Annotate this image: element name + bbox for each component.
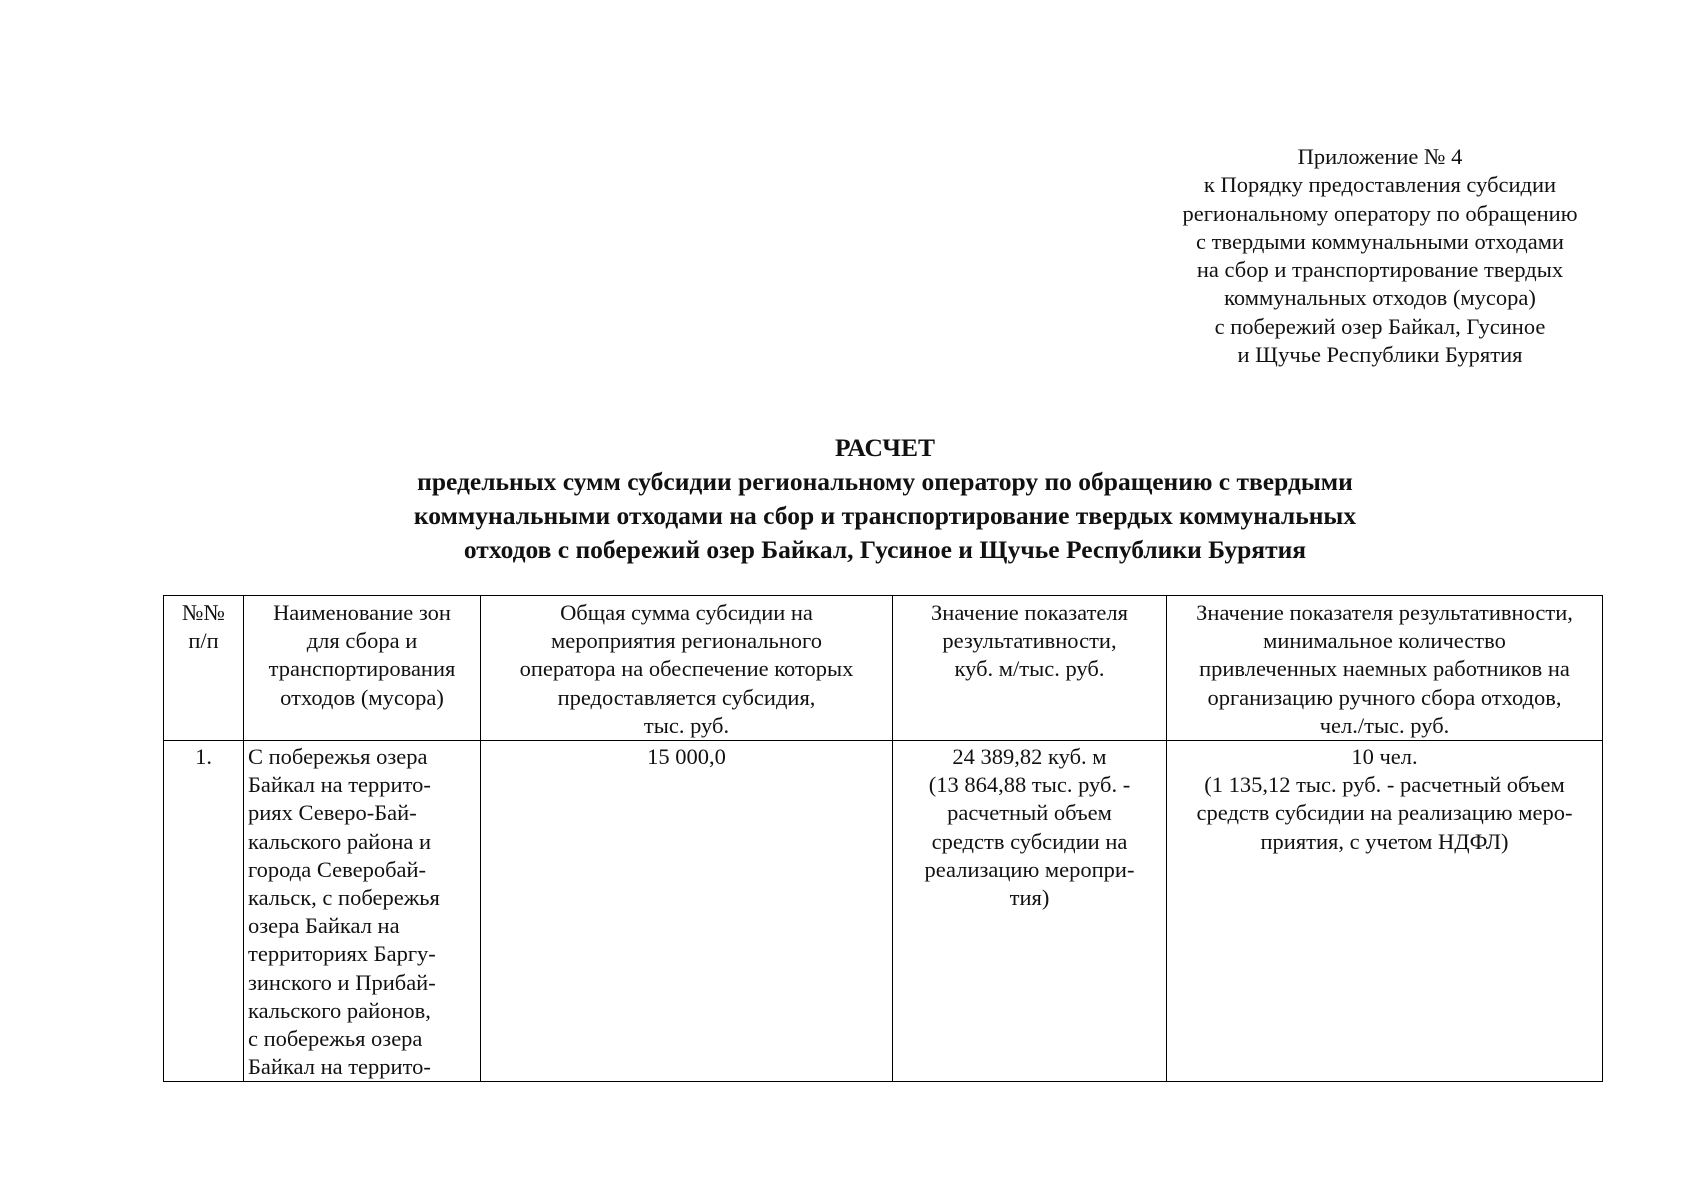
cell-line: кальск, с побережья [248, 885, 440, 911]
header-line: Наименование зон [273, 600, 451, 625]
cell-zone-name [244, 741, 481, 1082]
cell-line: расчетный объем [947, 800, 1112, 826]
cell-line: средств субсидии на реализацию меро- [1196, 800, 1573, 826]
cell-line: С побережья озера [248, 744, 428, 770]
header-line: мероприятия регионального [551, 628, 822, 654]
header-number [164, 596, 244, 741]
appendix-line: на сбор и транспортирование твердых [1196, 257, 1564, 283]
appendix-note [1120, 143, 1640, 369]
cell-line: территориях Баргу- [248, 941, 436, 967]
header-line: п/п [188, 628, 219, 654]
cell-line: города Северобай- [248, 856, 427, 882]
header-line: результативности, [942, 628, 1117, 654]
cell-line: 15 000,0 [647, 744, 726, 770]
appendix-line: Приложение № 4 [1297, 144, 1463, 169]
title-line: отходов с побережий озер Байкал, Гусиное и Щучье Республики Бурятия [463, 535, 1307, 564]
cell-total-subsidy [481, 741, 893, 1082]
cell-line: зинского и Прибай- [248, 969, 436, 995]
calculation-table [163, 595, 1603, 1082]
appendix-line: коммунальных отходов (мусора) [1224, 285, 1536, 311]
cell-line: 24 389,82 куб. м [952, 744, 1107, 770]
header-line: минимальное количество [1263, 628, 1506, 654]
appendix-line: с побережий озер Байкал, Гусиное [1214, 313, 1546, 339]
cell-line: 1. [195, 744, 212, 770]
appendix-line: и Щучье Республики Бурятия [1237, 342, 1523, 368]
cell-line: Байкал на террито- [248, 1054, 431, 1080]
title-heading: РАСЧЕТ [835, 433, 935, 462]
header-total-subsidy [481, 596, 893, 741]
header-line: Значение показателя [931, 600, 1128, 625]
title-line: предельных сумм субсидии региональному оператору по обращению с твердыми [417, 467, 1353, 496]
cell-line: (13 864,88 тыс. руб. - [928, 772, 1131, 798]
cell-line: тия) [1009, 885, 1050, 911]
cell-workers-indicator [1167, 741, 1603, 1082]
header-line: привлеченных наемных работников на [1199, 656, 1570, 682]
header-line: чел./тыс. руб. [1319, 712, 1450, 738]
appendix-line: региональному оператору по обращению [1182, 200, 1578, 226]
header-zone-name [244, 596, 481, 741]
header-line: для сбора и [306, 628, 418, 654]
cell-line: реализацию меропри- [924, 856, 1135, 882]
header-workers-indicator [1167, 596, 1603, 741]
table-row [164, 741, 1603, 1082]
cell-line: риях Северо-Бай- [248, 800, 417, 826]
header-line: транспортирования [268, 656, 456, 682]
cell-line: Байкал на террито- [248, 772, 431, 798]
appendix-line: с твердыми коммунальными отходами [1196, 228, 1564, 254]
cell-line: кальского районов, [248, 997, 431, 1023]
table-header-row [164, 596, 1603, 741]
cell-volume-indicator [893, 741, 1167, 1082]
cell-line: озера Байкал на [248, 913, 400, 939]
cell-line: с побережья озера [248, 1026, 423, 1052]
header-line: Общая сумма субсидии на [560, 600, 813, 625]
header-line: Значение показателя результативности, [1196, 600, 1573, 625]
header-line: куб. м/тыс. руб. [954, 656, 1105, 682]
title-line: коммунальными отходами на сбор и транспортирование твердых коммунальных [413, 501, 1357, 530]
header-volume-indicator [893, 596, 1167, 741]
cell-line: (1 135,12 тыс. руб. - расчетный объем [1204, 772, 1565, 798]
cell-line: 10 чел. [1351, 744, 1418, 770]
header-line: отходов (мусора) [280, 684, 444, 710]
cell-line: приятия, с учетом НДФЛ) [1260, 828, 1509, 854]
document-title [160, 431, 1610, 567]
appendix-line: к Порядку предоставления субсидии [1203, 172, 1557, 198]
header-line: оператора на обеспечение которых [519, 656, 854, 682]
cell-line: кальского района и [248, 828, 432, 854]
cell-line: средств субсидии на [931, 828, 1128, 854]
header-line: тыс. руб. [643, 712, 730, 738]
cell-number [164, 741, 244, 1082]
header-line: организацию ручного сбора отходов, [1207, 684, 1562, 710]
header-line: предоставляется субсидия, [557, 684, 816, 710]
header-line: №№ [182, 600, 225, 625]
